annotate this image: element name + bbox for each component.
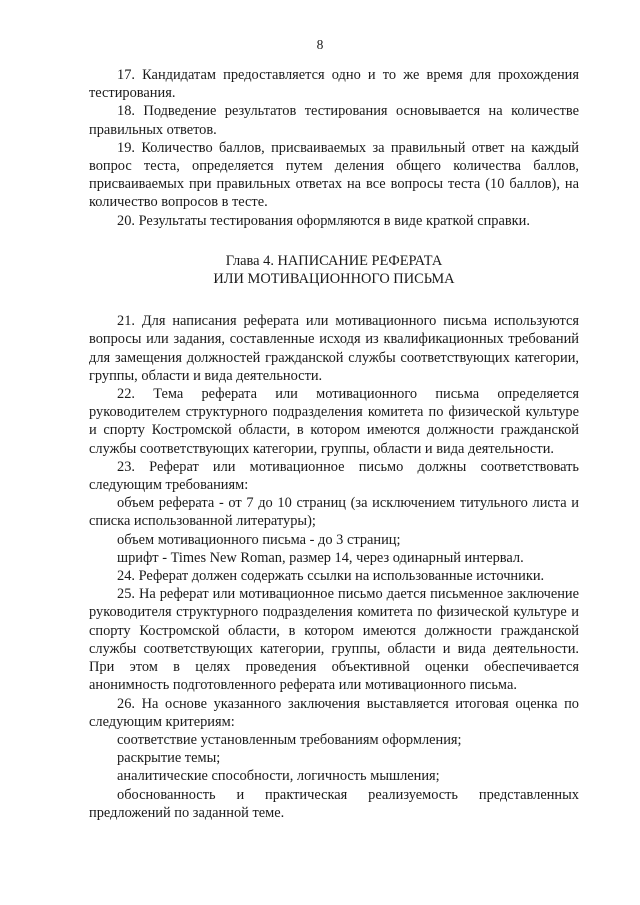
paragraph-17: 17. Кандидатам предоставляется одно и то же время для прохождения тестирования. xyxy=(89,67,579,102)
paragraph-18: 18. Подведение результатов тестирования основывается на количестве правильных ответов. xyxy=(89,103,579,138)
paragraph-23: 23. Реферат или мотивационное письмо должны соответствовать следующим требованиям: xyxy=(89,458,579,494)
paragraph-25: 25. На реферат или мотивационное письмо дается письменное заключение руководителя структурного подразделения комитета по физической культуре и спорту Костромской области, в котором имеются должности гражданской службы соответствующих категории, группы, области и вида деятельности. При этом в целях проведения объективной оценки обеспечивается анонимность подготовленного реферата или мотивационного письма. xyxy=(89,586,579,694)
criterion-item-validity: обоснованность и практическая реализуемость представленных предложений по заданной теме. xyxy=(89,786,579,821)
chapter-heading-line-2: ИЛИ МОТИВАЦИОННОГО ПИСЬМА xyxy=(213,271,455,288)
paragraph-26: 26. На основе указанного заключения выставляется итоговая оценка по следующим критериям: xyxy=(89,695,579,730)
paragraph-19: 19. Количество баллов, присваиваемых за правильный ответ на каждый вопрос теста, определяется путем деления общего количества баллов, присваиваемых при правильных ответах на все вопросы теста (10 баллов), на количество вопросов в тесте. xyxy=(89,139,579,211)
criterion-item-analytics: аналитические способности, логичность мышления; xyxy=(117,768,440,785)
paragraph-24: 24. Реферат должен содержать ссылки на использованные источники. xyxy=(117,568,545,585)
requirement-item-volume-letter: объем мотивационного письма - до 3 страниц; xyxy=(117,531,401,548)
chapter-heading-line-1: Глава 4. НАПИСАНИЕ РЕФЕРАТА xyxy=(225,252,443,269)
chapter-heading xyxy=(89,252,579,288)
page-number: 8 xyxy=(316,37,324,52)
requirement-item-volume-essay: объем реферата - от 7 до 10 страниц (за исключением титульного листа и списка использованной литературы); xyxy=(89,495,579,530)
requirement-item-font: шрифт - Times New Roman, размер 14, через одинарный интервал. xyxy=(117,549,524,566)
paragraph-20: 20. Результаты тестирования оформляются в виде краткой справки. xyxy=(117,212,530,229)
document-body xyxy=(89,66,579,822)
criterion-item-topic: раскрытие темы; xyxy=(117,750,221,767)
paragraph-21: 21. Для написания реферата или мотивационного письма используются вопросы или задания, составленные исходя из квалификационных требований для замещения должностей гражданской службы соответствующих категории, группы, области и вида деятельности. xyxy=(89,313,579,384)
paragraph-22: 22. Тема реферата или мотивационного письма определяется руководителем структурного подразделения комитета по физической культуре и спорту Костромской области, в котором имеются должности гражданской службы соответствующих категории, группы, области и вида деятельности. xyxy=(89,386,579,457)
criterion-item-formatting: соответствие установленным требованиям оформления; xyxy=(117,731,462,748)
